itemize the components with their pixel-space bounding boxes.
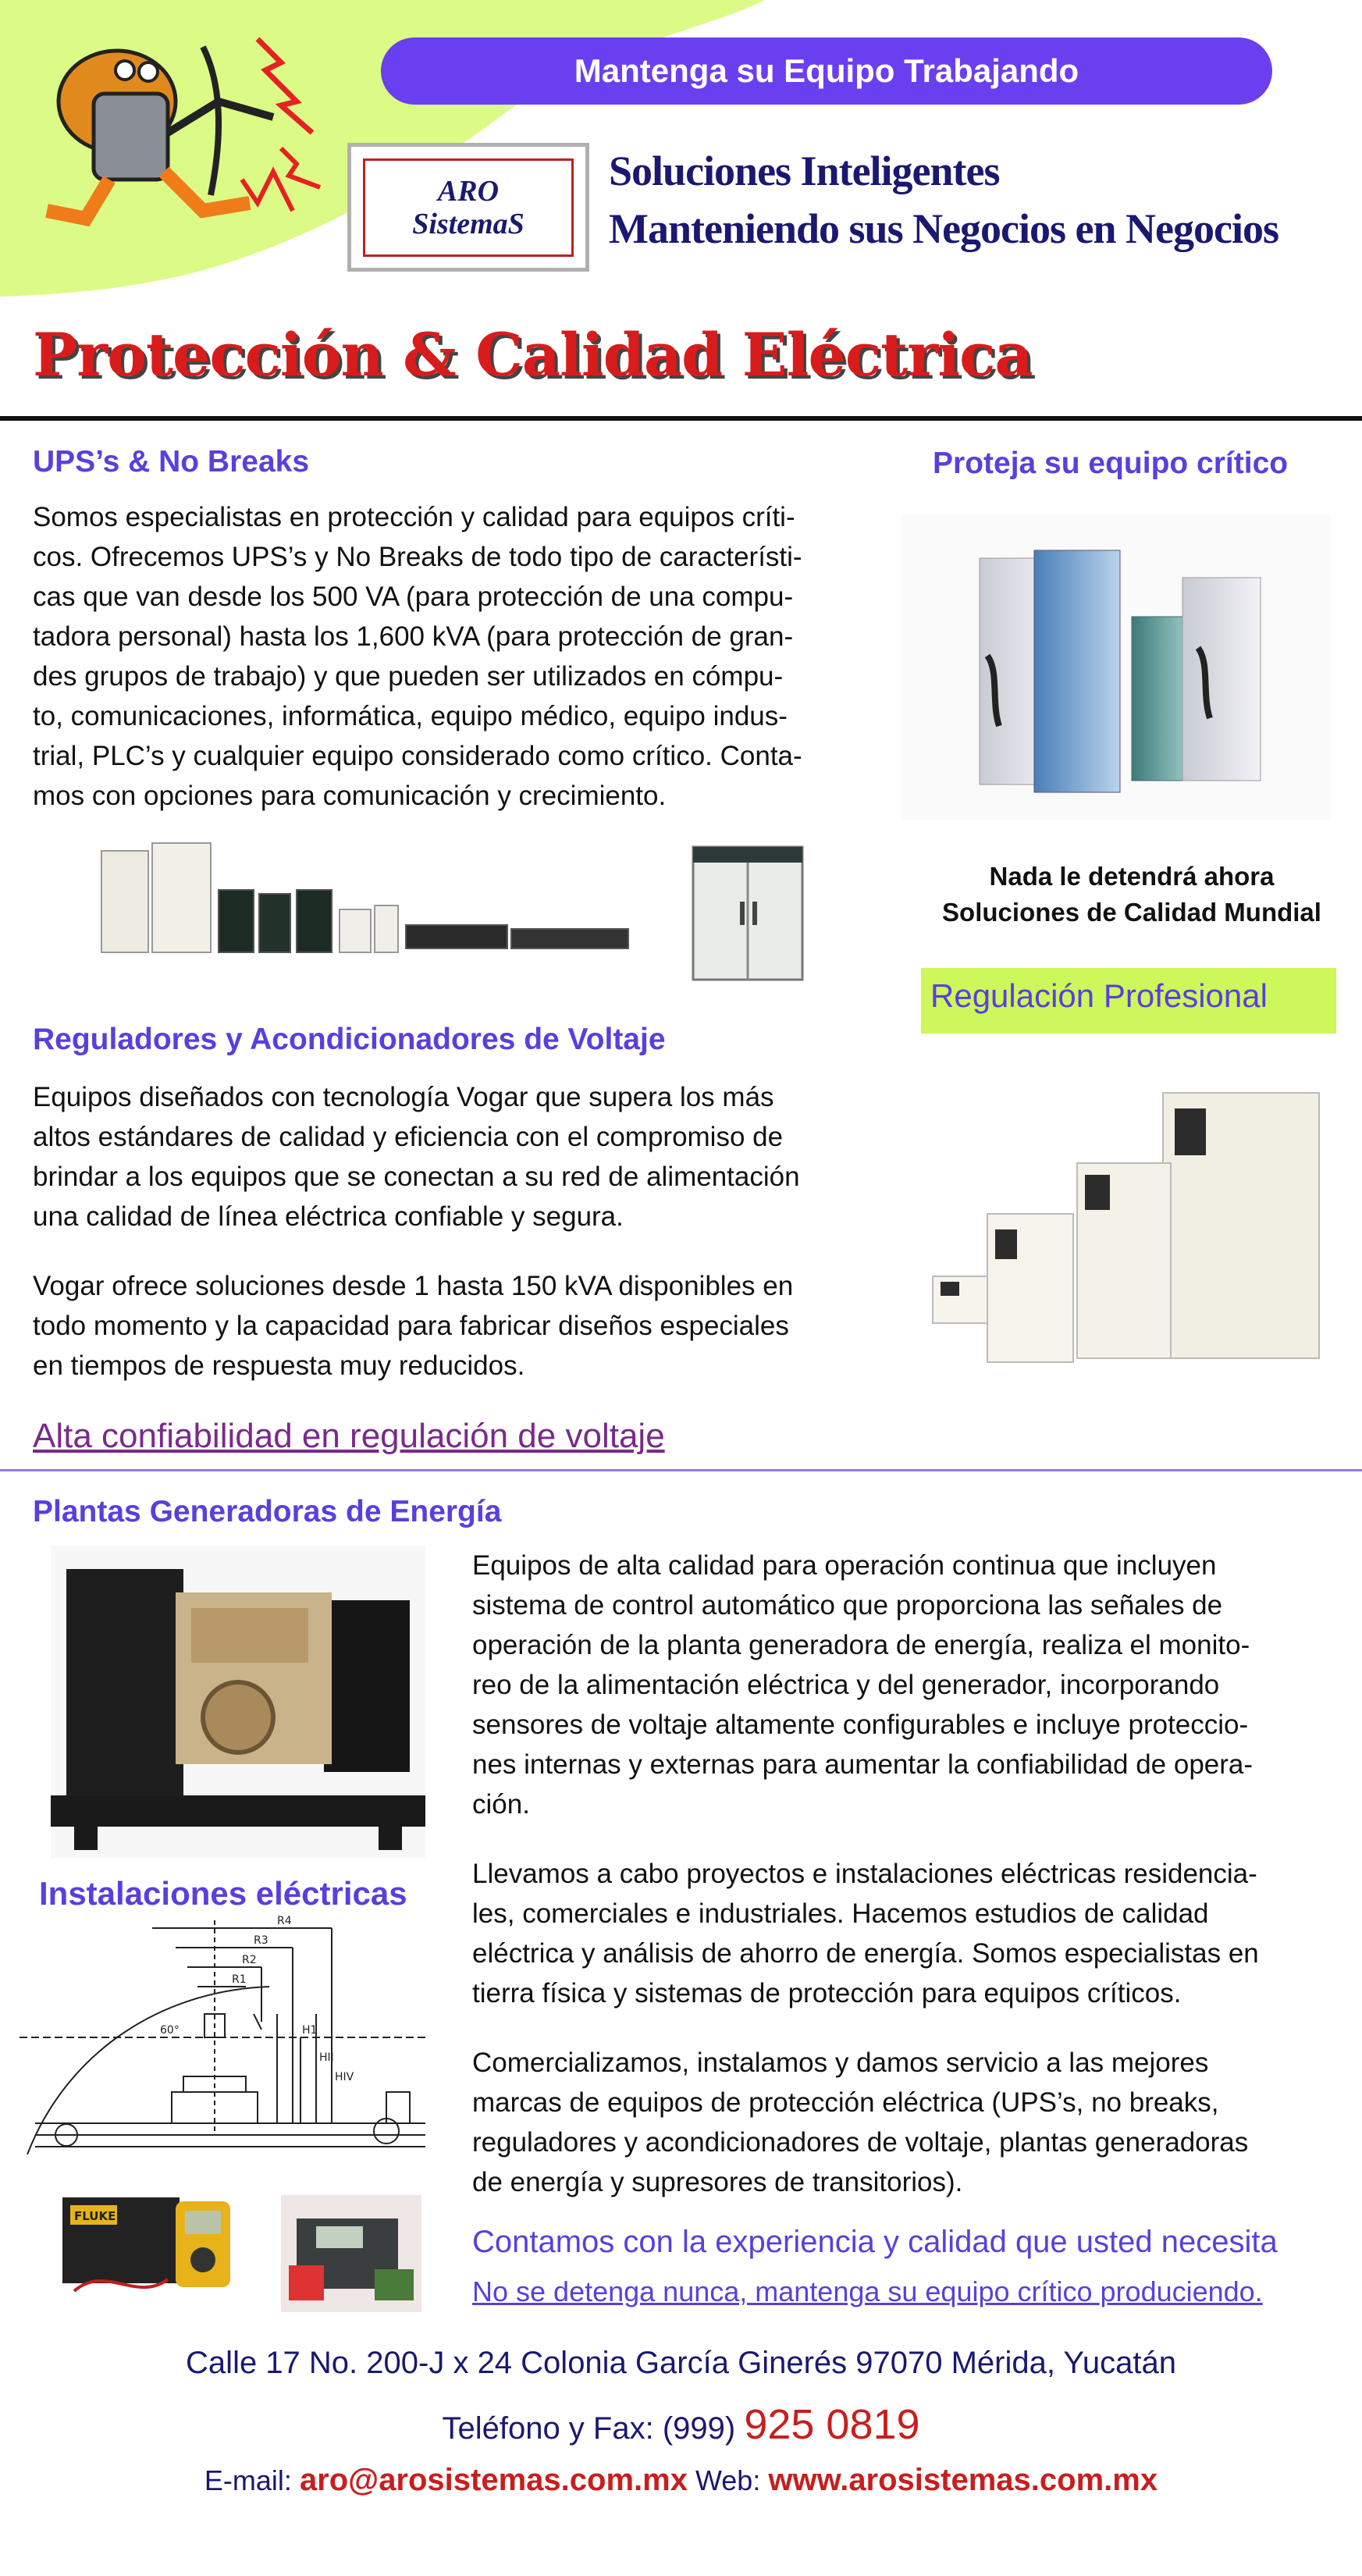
ups-towers-image (901, 515, 1331, 820)
ups-line: cas que van desde los 500 VA (para protección de una compu- (33, 582, 794, 612)
diagram-label-r3: R3 (254, 1934, 268, 1947)
plants-line: reo de la alimentación eléctrica y del generador, incorporando (472, 1670, 1220, 1700)
fluke-meter-image (59, 2186, 238, 2303)
email-label: E-mail: (204, 2464, 300, 2496)
banner-text: Mantenga su Equipo Trabajando (574, 52, 1079, 89)
regulators-heading: Reguladores y Acondicionadores de Voltaje (33, 1023, 666, 1056)
ground-tester-image (281, 2195, 421, 2312)
plants-line: sensores de voltaje altamente configurables e incluye proteccio- (472, 1710, 1249, 1740)
ups-line: trial, PLC’s y cualquier equipo considerado como crítico. Conta- (33, 741, 802, 771)
plants-line: les, comerciales e industriales. Hacemos estudios de calidad (472, 1898, 1209, 1929)
email-link[interactable]: aro@arosistemas.com.mx (299, 2463, 688, 2497)
phone-number[interactable]: 925 0819 (744, 2401, 920, 2448)
phone-label: Teléfono y Fax: (999) (442, 2411, 745, 2446)
plants-line: ción. (472, 1789, 530, 1820)
regulators-line: altos estándares de calidad y eficiencia con el compromiso de (33, 1122, 784, 1152)
diagram-label-r2: R2 (242, 1954, 257, 1966)
installations-heading: Instalaciones eléctricas (39, 1875, 407, 1912)
protect-heading: Proteja su equipo crítico (933, 447, 1289, 480)
sidebar-caption (905, 859, 1358, 930)
plants-paragraph1 (472, 1546, 1339, 1824)
experience-line: Contamos con la experiencia y calidad que usted necesita (472, 2225, 1278, 2259)
plants-line: tierra física y sistemas de protección para equipos críticos. (472, 1978, 1182, 2008)
voltage-reliability-link[interactable]: Alta confiabilidad en regulación de voltaje (33, 1417, 665, 1455)
meter-brand-label: FLUKE (74, 2209, 116, 2223)
regulation-heading: Regulación Profesional (930, 977, 1268, 1014)
footer-contact (0, 2463, 1362, 2498)
plants-line: marcas de equipos de protección eléctrica (UPS’s, no breaks, (472, 2087, 1219, 2118)
plants-line: nes internas y externas para aumentar la confiabilidad de opera- (472, 1749, 1254, 1780)
plants-line: operación de la planta generadora de energía, realiza el monito- (472, 1630, 1250, 1660)
slogan-line1: Soluciones Inteligentes (609, 148, 1000, 194)
regulators-line: una calidad de línea eléctrica confiable y segura. (33, 1201, 624, 1232)
banner-pill (381, 37, 1272, 105)
ups-line: Somos especialistas en protección y calidad para equipos críti- (33, 502, 795, 532)
plants-line: Equipos de alta calidad para operación continua que incluyen (472, 1550, 1217, 1581)
logo-line1: ARO (437, 174, 500, 208)
regulators-line: Vogar ofrece soluciones desde 1 hasta 150 kVA disponibles en (33, 1271, 794, 1301)
plants-line: de energía y supresores de transitorios). (472, 2167, 963, 2197)
regulators-line: en tiempos de respuesta muy reducidos. (33, 1350, 525, 1381)
web-link[interactable]: www.arosistemas.com.mx (768, 2463, 1158, 2497)
ups-paragraph (33, 497, 899, 816)
regulators-line: Equipos diseñados con tecnología Vogar que supera los más (33, 1082, 774, 1112)
ups-line: tadora personal) hasta los 1,600 kVA (para protección de gran- (33, 621, 794, 652)
ups-cabinet-image (685, 839, 810, 987)
regulators-image (925, 1077, 1331, 1382)
regulators-paragraph2 (33, 1266, 899, 1386)
regulators-line: todo momento y la capacidad para fabricar diseños especiales (33, 1311, 789, 1341)
caption-line1: Nada le detendrá ahora (989, 862, 1275, 891)
title-divider (0, 416, 1362, 421)
logo-line2: SistemaS (412, 207, 525, 240)
footer-address: Calle 17 No. 200-J x 24 Colonia García Ginerés 97070 Mérida, Yucatán (186, 2346, 1176, 2380)
section-divider (0, 1469, 1362, 1471)
plants-line: sistema de control automático que proporciona las señales de (472, 1590, 1223, 1621)
diagram-label-r4: R4 (277, 1915, 292, 1927)
diagram-label-h1: H1 (302, 2024, 318, 2037)
plants-line: reguladores y acondicionadores de voltaje, plantas generadoras (472, 2127, 1249, 2158)
diagram-label-hiv: HIV (335, 2071, 354, 2083)
plants-line: eléctrica y análisis de ahorro de energía. Somos especialistas en (472, 1938, 1259, 1969)
ups-line: to, comunicaciones, informática, equipo médico, equipo indus- (33, 701, 788, 731)
installation-diagram (20, 1897, 433, 2178)
footer-phone (0, 2400, 1362, 2449)
regulators-line: brindar a los equipos que se conectan a su red de alimentación (33, 1162, 800, 1192)
mascot-illustration (23, 16, 359, 250)
plants-line: Comercializamos, instalamos y damos servicio a las mejores (472, 2048, 1209, 2078)
plants-paragraph3 (472, 2043, 1339, 2202)
web-label: Web: (687, 2464, 769, 2496)
company-logo (347, 143, 589, 272)
plants-heading: Plantas Generadoras de Energía (33, 1495, 502, 1528)
diagram-label-hii: HII (319, 2051, 334, 2064)
tagline-link[interactable]: No se detenga nunca, mantenga su equipo crítico produciendo. (472, 2275, 1263, 2307)
plants-paragraph2 (472, 1854, 1339, 2013)
ups-line: cos. Ofrecemos UPS’s y No Breaks de todo tipo de característi- (33, 542, 802, 572)
ups-products-image (94, 835, 640, 968)
ups-heading: UPS’s & No Breaks (33, 445, 310, 479)
caption-line2: Soluciones de Calidad Mundial (942, 898, 1321, 927)
page-title: Protección & Calidad Eléctrica (33, 320, 1033, 390)
diagram-label-r1: R1 (232, 1973, 247, 1986)
ups-line: mos con opciones para comunicación y crecimiento. (33, 781, 667, 811)
ups-line: des grupos de trabajo) y que pueden ser utilizados en cómpu- (33, 661, 784, 692)
plants-line: Llevamos a cabo proyectos e instalaciones eléctricas residencia- (472, 1859, 1257, 1889)
diagram-label-angle: 60° (160, 2024, 180, 2037)
slogan-line2: Manteniendo sus Negocios en Negocios (609, 205, 1278, 252)
generator-image (51, 1546, 425, 1858)
regulators-paragraph1 (33, 1077, 899, 1236)
